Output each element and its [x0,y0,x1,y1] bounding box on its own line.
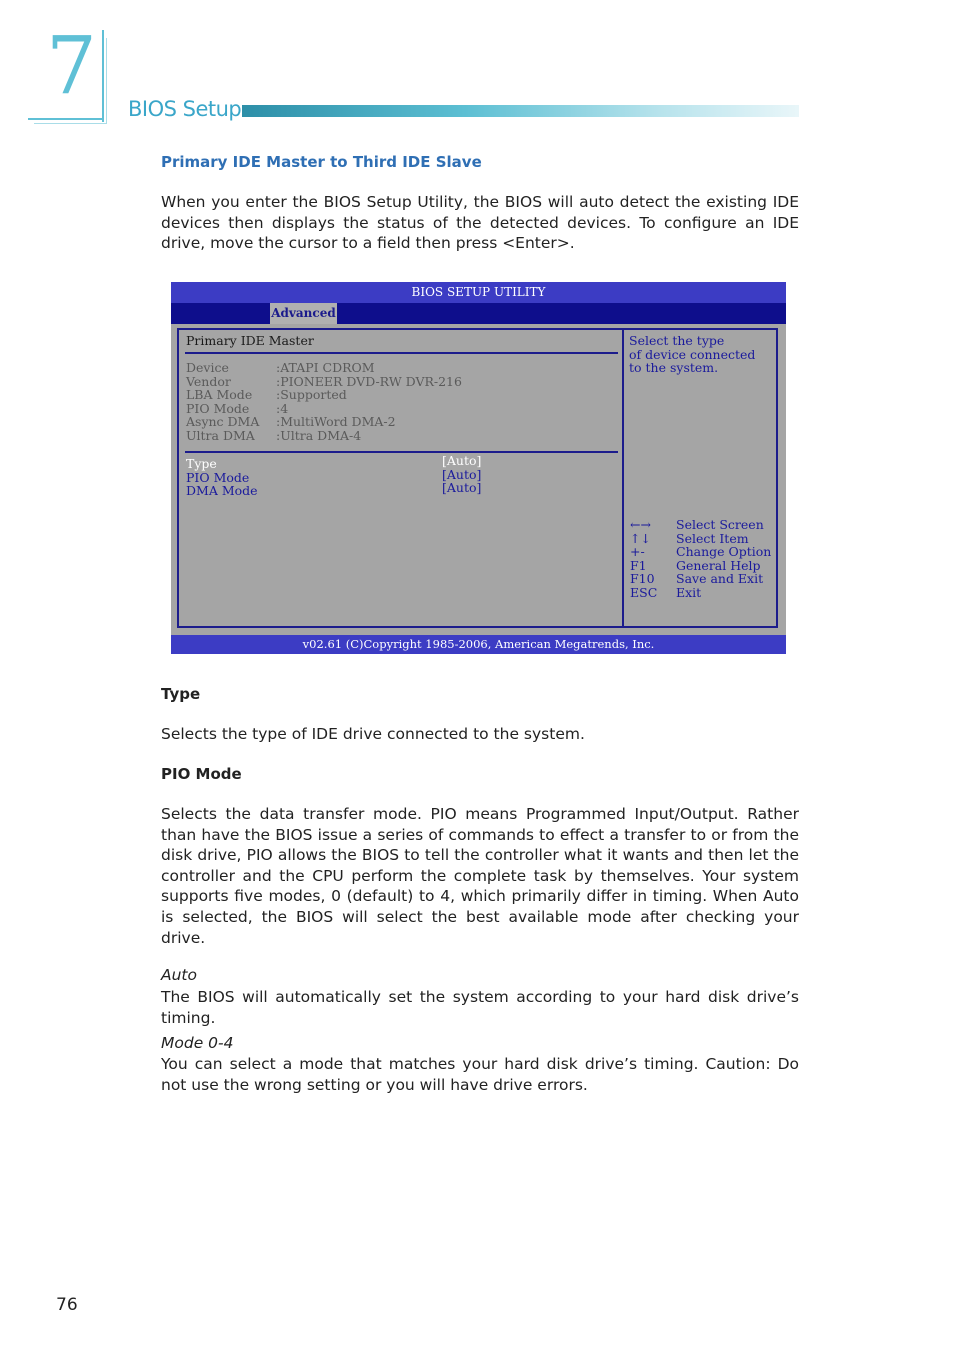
info-label: Device [186,360,229,375]
pio-description [161,804,799,948]
bios-screen [171,282,786,654]
info-value: :Supported [276,387,347,403]
key-label: +- [630,544,645,560]
pio-heading: PIO Mode [161,765,242,783]
bios-title: BIOS SETUP UTILITY [171,282,786,303]
key-action: Change Option [676,544,772,560]
info-value: :MultiWord DMA-2 [276,414,396,430]
option-pio-mode-value[interactable]: [Auto] [442,466,482,482]
intro-text: When you enter the BIOS Setup Utility, the BIOS will auto detect the existing IDE devices then displays the status of the detected devices. To configure an IDE drive, move the cursor to a field then press <Enter>. [161,193,799,253]
chapter-frame-line [34,123,106,124]
auto-label: Auto [161,966,197,984]
auto-description [161,987,799,1028]
help-line: of device connected [629,346,756,362]
type-description [161,724,799,745]
chapter-title: BIOS Setup [128,97,242,121]
key-label: ←→ [630,517,651,532]
info-value: :PIONEER DVD-RW DVR-216 [276,373,462,389]
chapter-frame-line [28,118,104,120]
chapter-title-bar [242,105,799,117]
key-action: General Help [676,557,761,573]
mode-description [161,1054,799,1095]
key-label: ESC [630,585,658,600]
chapter-frame-line [106,38,107,124]
type-heading: Type [161,685,201,703]
info-value: :ATAPI CDROM [276,360,375,375]
pio-text: Selects the data transfer mode. PIO means Programmed Input/Output. Rather than have the BIOS issue a series of commands to effect a transfer to or from the disk drive, PIO allows the BIOS to tell the controller what it wants and then let the controller and the CPU perform the complete task by themselves. Your system supports five modes, 0 (default) to 4, which primarily differ in timing. When Auto is selected, the BIOS will select the best available mode after checking your drive. [161,805,799,947]
mode-label: Mode 0-4 [161,1034,234,1052]
mode-text: You can select a mode that matches your hard disk drive’s timing. Caution: Do not use the wrong setting or you will have drive errors. [161,1055,799,1094]
chapter-frame-line [102,30,104,122]
info-label: PIO Mode [186,400,250,416]
info-label: Ultra DMA [186,428,255,443]
key-action: Save and Exit [676,571,764,587]
tab-advanced[interactable]: Advanced [270,303,337,324]
panel-divider [622,328,624,628]
option-type[interactable]: Type [186,456,217,471]
info-value: :4 [276,400,289,416]
key-label: F1 [630,557,647,573]
auto-text: The BIOS will automatically set the system according to your hard disk drive’s timing. [161,988,799,1027]
info-label: Async DMA [186,414,260,430]
info-label: Vendor [186,373,231,389]
help-line: Select the type [629,333,725,348]
chapter-number: 7 [46,19,97,112]
key-action: Select Screen [676,517,764,532]
key-action: Select Item [676,530,749,546]
panel-divider [185,451,618,453]
info-label: LBA Mode [186,387,253,403]
panel-title: Primary IDE Master [186,333,314,348]
page-number: 76 [56,1295,78,1315]
bios-footer: v02.61 (C)Copyright 1985-2006, American Megatrends, Inc. [171,635,786,654]
option-dma-mode[interactable]: DMA Mode [186,483,258,499]
option-pio-mode[interactable]: PIO Mode [186,469,250,485]
key-label: F10 [630,571,655,587]
key-label: ↑↓ [630,530,651,546]
type-text: Selects the type of IDE drive connected to the system. [161,725,585,743]
key-action: Exit [676,585,702,600]
bios-tab-bar [171,303,786,324]
intro-paragraph [161,192,799,254]
info-value: :Ultra DMA-4 [276,428,362,443]
option-dma-mode-value[interactable]: [Auto] [442,480,482,496]
panel-divider [185,352,618,354]
section-title: Primary IDE Master to Third IDE Slave [161,153,482,171]
help-line: to the system. [629,360,719,376]
option-type-value[interactable]: [Auto] [442,453,482,468]
